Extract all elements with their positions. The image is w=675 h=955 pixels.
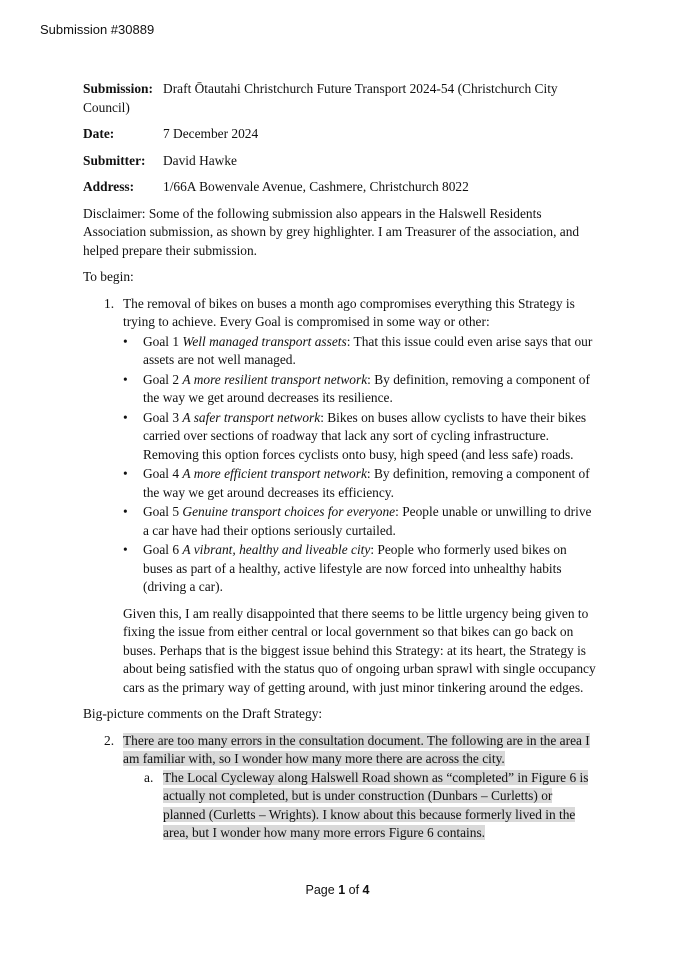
point-1 <box>83 295 598 698</box>
goal-item: • Goal 3 A safer transport network: Bikes on buses allow cyclists to have their bikes carried over sections of roadway that lack any sort of cycling infrastructure. Removing this option forces cyclists onto busy, high speed (and less safe) roads. <box>123 409 587 462</box>
submission-label: Submission: <box>83 81 153 96</box>
submitter-label: Submitter: <box>83 152 146 168</box>
goal-item: • Goal 4 A more efficient transport network: By definition, removing a component of the way we get around decreases its efficiency. <box>123 466 590 500</box>
address-row <box>83 178 598 197</box>
document-body <box>83 80 598 843</box>
goal-item: • Goal 1 Well managed transport assets: That this issue could even arise says that our assets are not well managed. <box>123 333 593 367</box>
goals-list <box>123 333 598 597</box>
sub-item-text: The Local Cycleway along Halswell Road shown as “completed” in Figure 6 is actually not completed, but is under construction (Dunbars – Curletts) or planned (Curletts – Wrights). I know about this because formerly lived in the area, but I wonder how many more errors Figure 6 contains. <box>163 769 589 840</box>
point-2-sublist <box>123 769 598 843</box>
bullet-icon: • <box>123 409 128 425</box>
submitter-row <box>83 152 598 171</box>
point-2-text: There are too many errors in the consultation document. The following are in the area I am familiar with, so I wonder how many more there are across the city. <box>123 732 590 766</box>
bullet-icon: • <box>123 371 128 387</box>
point-2 <box>83 732 598 843</box>
bullet-icon: • <box>123 504 128 519</box>
submission-id: Submission #30889 <box>40 22 155 37</box>
page-footer: Page 1 of 4 <box>305 883 370 897</box>
bullet-icon: • <box>123 466 128 481</box>
main-list-continued <box>83 732 598 843</box>
goal-item: • Goal 6 A vibrant, healthy and liveable city: People who formerly used bikes on buses as part of a healthy, active lifestyle are now forced into unhealthy habits (driving a car). <box>123 542 567 594</box>
submission-value: Draft Ōtautahi Christchurch Future Transport 2024-54 (Christchurch City Council) <box>83 81 558 115</box>
big-picture-heading: Big-picture comments on the Draft Strategy: <box>83 706 323 721</box>
address-value: 1/66A Bowenvale Avenue, Cashmere, Christchurch 8022 <box>163 179 469 194</box>
point-2-number: 2. <box>104 732 115 748</box>
sub-item-letter: a. <box>144 769 154 785</box>
point-1-number: 1. <box>104 295 115 311</box>
date-label: Date: <box>83 126 115 141</box>
point-1-text: The removal of bikes on buses a month ago compromises everything this Strategy is trying to achieve. Every Goal is compromised in some way or other: <box>123 295 575 329</box>
submitter-value: David Hawke <box>163 152 237 168</box>
disclaimer: Disclaimer: Some of the following submission also appears in the Halswell Residents Association submission, as shown by grey highlighter. I am Treasurer of the association, and helped prepare their submission. <box>83 205 580 258</box>
sub-item-a <box>123 769 598 843</box>
main-list <box>83 295 598 698</box>
date-value: 7 December 2024 <box>163 126 259 141</box>
goal-item: • Goal 2 A more resilient transport network: By definition, removing a component of the way we get around decreases its resilience. <box>123 371 590 405</box>
address-label: Address: <box>83 179 135 194</box>
page-number: 1 <box>338 883 346 897</box>
to-begin: To begin: <box>83 269 134 284</box>
point-1-conclusion: Given this, I am really disappointed that there seems to be little urgency being given to fixing the issue from either central or local government so that bikes can go back on buses. Perhaps that is the biggest issue behind this Strategy: at its heart, the Strategy is about being satisfied with the status quo of ongoing urban sprawl with single occupancy cars as the primary way of getting around, with just minor tinkering around the edges. <box>123 605 596 695</box>
goal-item: • Goal 5 Genuine transport choices for everyone: People unable or unwilling to drive a car have had their options seriously curtailed. <box>123 504 592 538</box>
page-total: 4 <box>362 883 370 897</box>
date-row <box>83 125 598 144</box>
bullet-icon: • <box>123 333 128 349</box>
bullet-icon: • <box>123 542 128 557</box>
submission-row <box>83 80 598 117</box>
